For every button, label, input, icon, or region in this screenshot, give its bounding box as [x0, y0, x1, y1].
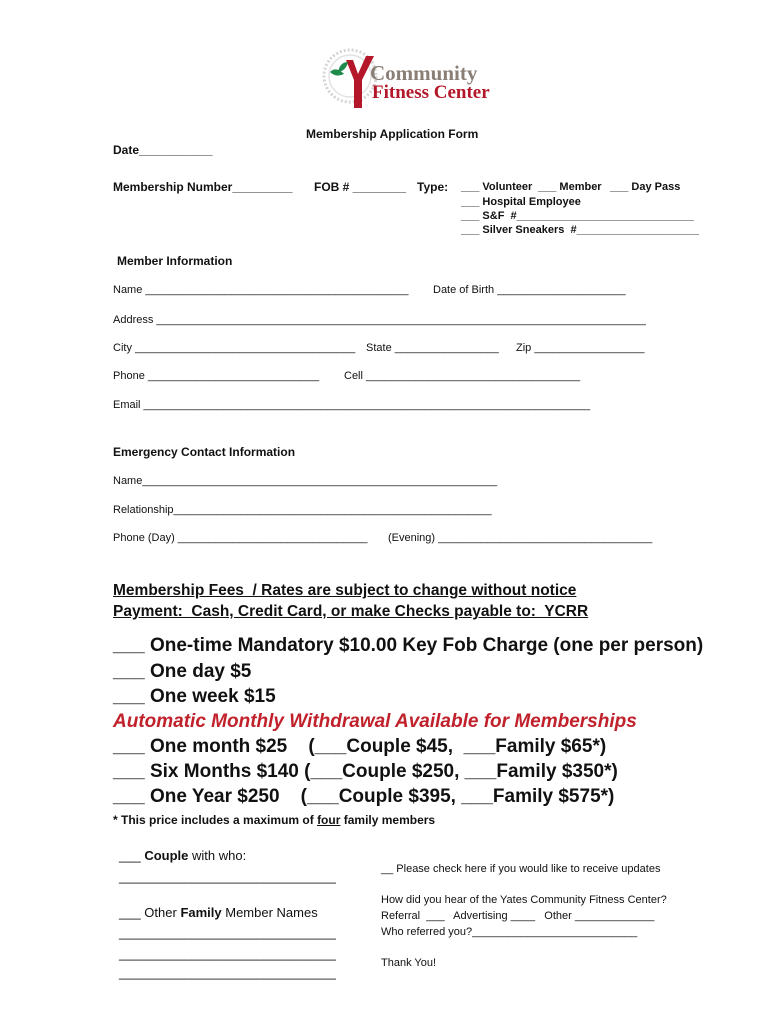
- type-member[interactable]: ___ Member: [538, 181, 602, 193]
- family-name-field-2[interactable]: ______________________________: [119, 946, 336, 961]
- one-month-option[interactable]: ___ One month $25 (___Couple $45, ___Family $65*): [113, 736, 607, 757]
- family-name-field-3[interactable]: ______________________________: [119, 965, 336, 980]
- member-email-field[interactable]: Email _________________________________________________________________________: [113, 399, 591, 411]
- couple-option[interactable]: [119, 848, 246, 863]
- other-family-option[interactable]: [119, 905, 318, 920]
- member-phone-field[interactable]: Phone ____________________________: [113, 370, 320, 382]
- date-field[interactable]: Date___________: [113, 143, 213, 157]
- member-state-field[interactable]: State _________________: [366, 342, 499, 354]
- member-cell-field[interactable]: Cell ___________________________________: [344, 370, 581, 382]
- member-name-field[interactable]: Name ___________________________________________: [113, 284, 409, 296]
- couple-suffix: with who:: [188, 848, 247, 863]
- membership-number-field[interactable]: Membership Number_________: [113, 180, 293, 194]
- auto-withdrawal-notice: Automatic Monthly Withdrawal Available for Memberships: [113, 711, 637, 732]
- member-zip-field[interactable]: Zip __________________: [516, 342, 645, 354]
- type-day-pass[interactable]: ___ Day Pass: [610, 181, 681, 193]
- emergency-name-field[interactable]: Name__________________________________________________________: [113, 475, 498, 487]
- member-dob-field[interactable]: Date of Birth _____________________: [433, 284, 626, 296]
- fob-field[interactable]: FOB # ________: [314, 180, 407, 194]
- footnote-text-2: family members: [340, 813, 436, 827]
- other-family-label: Family: [180, 905, 222, 920]
- hear-question: How did you hear of the Yates Community Fitness Center?: [381, 894, 667, 906]
- price-footnote: [113, 813, 435, 827]
- fob-charge-option[interactable]: ___ One-time Mandatory $10.00 Key Fob Charge (one per person): [113, 635, 704, 656]
- logo-line-1: Community: [370, 61, 478, 85]
- couple-name-field[interactable]: ______________________________: [119, 869, 336, 884]
- couple-label: Couple: [144, 848, 189, 863]
- footnote-emphasis: four: [317, 813, 341, 827]
- member-city-field[interactable]: City ____________________________________: [113, 342, 356, 354]
- updates-checkbox[interactable]: __ Please check here if you would like to receive updates: [381, 863, 661, 875]
- emergency-heading: Emergency Contact Information: [113, 445, 296, 459]
- emergency-relationship-field[interactable]: Relationship____________________________________________________: [113, 504, 492, 516]
- member-info-heading: Member Information: [117, 254, 233, 268]
- six-months-option[interactable]: ___ Six Months $140 (___Couple $250, ___Family $350*): [113, 761, 618, 782]
- type-silver-sneakers[interactable]: ___ Silver Sneakers #____________________: [461, 224, 699, 236]
- couple-blank: ___: [119, 848, 145, 863]
- thank-you: Thank You!: [381, 957, 437, 969]
- logo-line-2: Fitness Center: [372, 82, 490, 103]
- type-label: Type:: [417, 180, 449, 194]
- one-year-option[interactable]: ___ One Year $250 (___Couple $395, ___Family $575*): [113, 786, 615, 807]
- type-sf[interactable]: ___ S&F #_____________________________: [461, 210, 695, 222]
- form-title: Membership Application Form: [306, 127, 479, 141]
- family-name-field-1[interactable]: ______________________________: [119, 925, 336, 940]
- emergency-phone-evening-field[interactable]: (Evening) ___________________________________: [388, 532, 653, 544]
- hear-options[interactable]: Referral ___ Advertising ____ Other _____________: [381, 910, 655, 922]
- referred-by-field[interactable]: Who referred you?___________________________: [381, 926, 638, 938]
- footnote-text-1: * This price includes a maximum of: [113, 813, 318, 827]
- emergency-phone-day-field[interactable]: Phone (Day) _______________________________: [113, 532, 368, 544]
- logo: [318, 46, 488, 112]
- type-volunteer[interactable]: ___ Volunteer: [461, 181, 533, 193]
- other-family-suffix: Member Names: [221, 905, 318, 920]
- type-hospital-employee[interactable]: ___ Hospital Employee: [461, 196, 581, 208]
- one-week-option[interactable]: ___ One week $15: [113, 686, 276, 707]
- member-address-field[interactable]: Address ________________________________________________________________________________: [113, 314, 646, 326]
- other-family-prefix: ___ Other: [119, 905, 181, 920]
- payment-notice: Payment: Cash, Credit Card, or make Checks payable to: YCRR: [113, 603, 589, 620]
- fees-notice: Membership Fees / Rates are subject to change without notice: [113, 582, 577, 599]
- one-day-option[interactable]: ___ One day $5: [113, 661, 252, 682]
